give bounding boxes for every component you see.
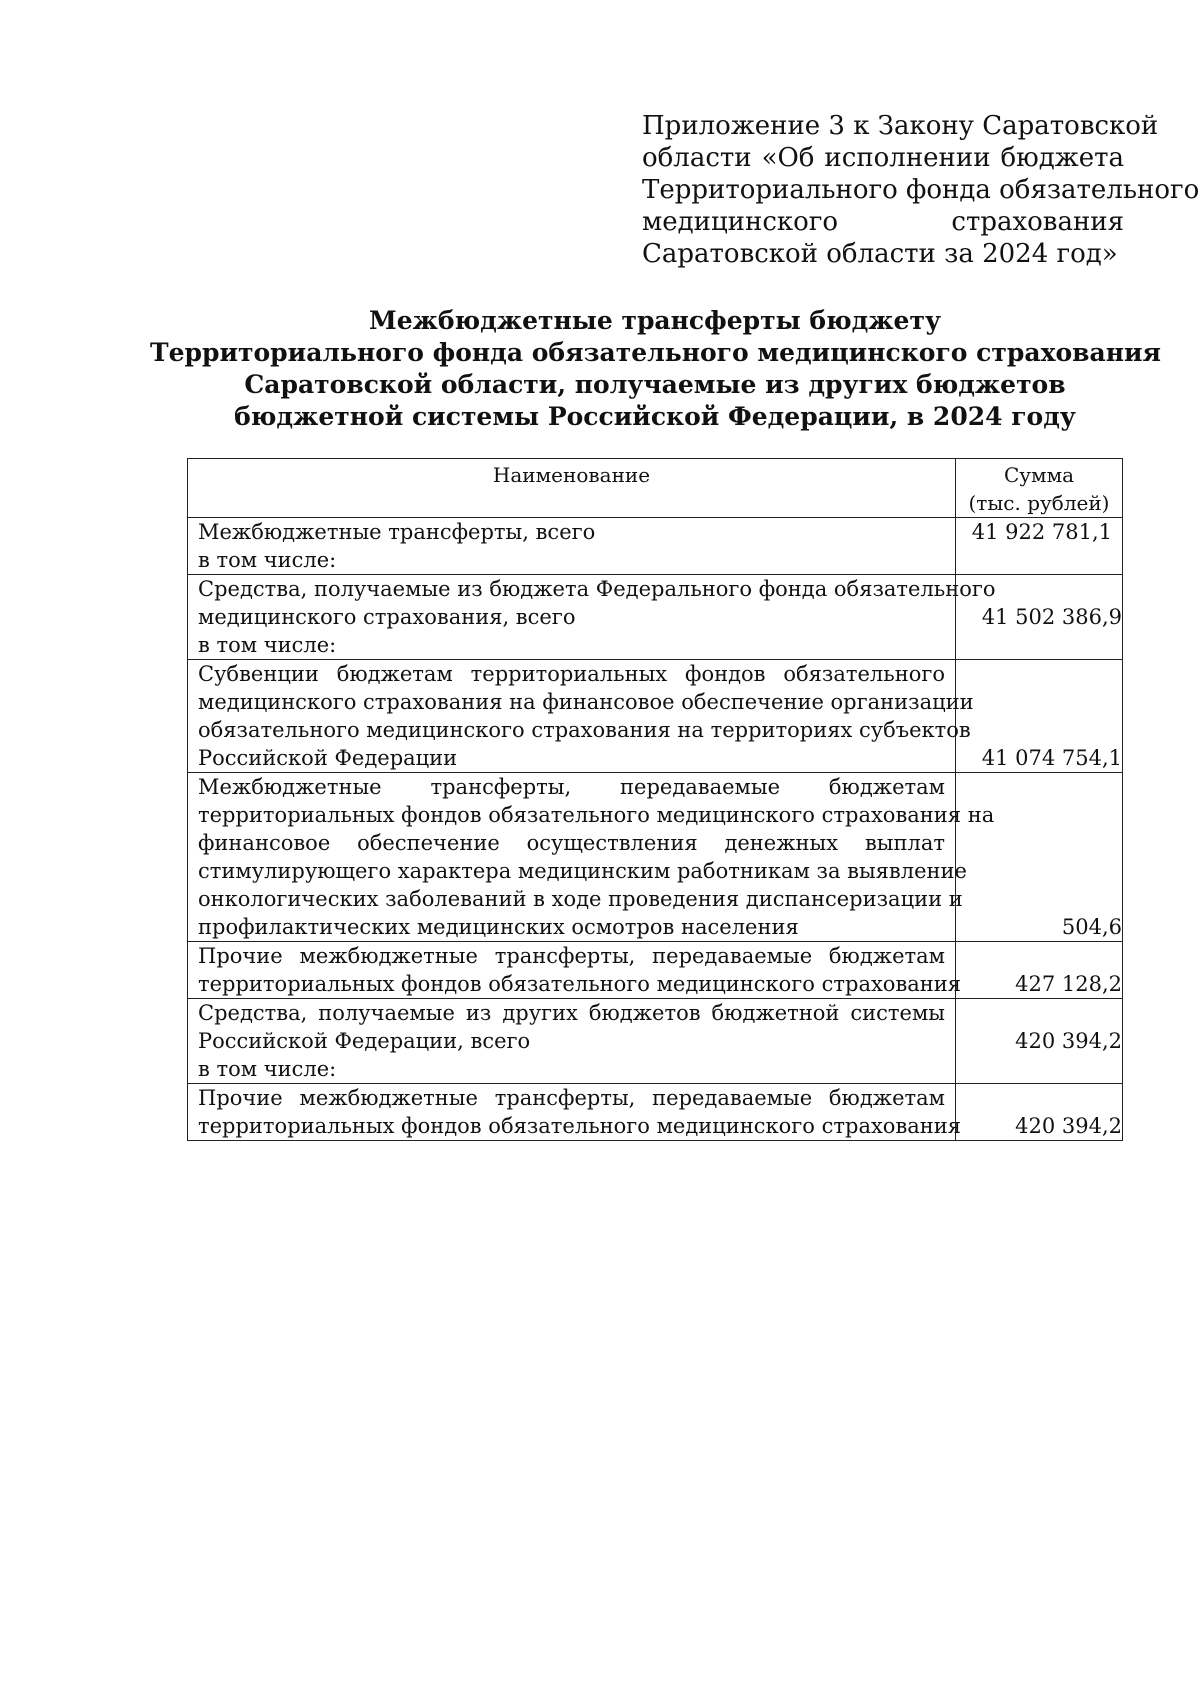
table-row [188,575,1123,660]
header-name: Наименование [188,459,956,518]
row-name [188,660,974,773]
row-name-line: обязательного медицинского страхования на территориях субъектов [198,718,971,742]
row-name-line: в том числе: [198,1057,337,1081]
row-sum: 420 394,2 [956,999,1123,1084]
row-sum: 427 128,2 [956,942,1123,999]
row-name-line: финансовое обеспечение осуществления денежных выплат [198,831,945,855]
row-sum: 41 922 781,1 [956,518,1123,575]
row-sum: 420 394,2 [956,1084,1123,1141]
header-sum-line: Сумма [1003,463,1075,487]
title-line: бюджетной системы Российской Федерации, в 2024 году [234,402,1076,431]
row-name-line: Российской Федерации, всего [198,1029,531,1053]
appendix-line: Приложение 3 к Закону Саратовской [642,111,1159,141]
row-name-line: Средства, получаемые из других бюджетов бюджетной системы [198,1001,945,1025]
row-name-line: стимулирующего характера медицинским работникам за выявление [198,859,967,883]
header-sum-line: (тыс. рублей) [968,491,1110,515]
row-name [188,773,995,942]
row-name [188,942,962,999]
row-name [188,518,956,575]
row-name-line: Прочие межбюджетные трансферты, передаваемые бюджетам [198,1086,945,1110]
table-row [188,773,1123,942]
title-line: Территориального фонда обязательного медицинского страхования [150,338,1162,367]
appendix-line: Саратовской области за 2024 год» [642,239,1118,269]
row-name-line: в том числе: [198,633,337,657]
table-row [188,660,1123,773]
table-row [188,1084,1123,1141]
row-name-line: в том числе: [198,548,337,572]
row-sum: 41 502 386,9 [956,575,1123,660]
header-sum [956,459,1123,518]
row-name-line: медицинского страхования на финансовое обеспечение организации [198,690,974,714]
row-name-line: Средства, получаемые из бюджета Федерального фонда обязательного [198,577,996,601]
row-name-line: Российской Федерации [198,746,458,770]
appendix-line: медицинского страхования [642,207,1124,237]
title-line: Саратовской области, получаемые из других бюджетов [244,370,1066,399]
row-name-line: территориальных фондов обязательного медицинского страхования [198,972,962,996]
row-name [188,999,956,1084]
row-name-line: территориальных фондов обязательного медицинского страхования [198,1114,962,1138]
appendix-note [642,110,1200,270]
appendix-line: Территориального фонда обязательного [642,175,1200,205]
title-line: Межбюджетные трансферты бюджету [369,306,941,335]
row-sum: 504,6 [956,773,1123,942]
row-name-line: онкологических заболеваний в ходе проведения диспансеризации и [198,887,963,911]
document-title [150,305,1160,433]
row-name-line: Прочие межбюджетные трансферты, передаваемые бюджетам [198,944,945,968]
row-name-line: Межбюджетные трансферты, всего [198,520,596,544]
row-sum: 41 074 754,1 [956,660,1123,773]
row-name-line: территориальных фондов обязательного медицинского страхования на [198,803,995,827]
row-name-line: профилактических медицинских осмотров населения [198,915,799,939]
table-row [188,942,1123,999]
table-row [188,518,1123,575]
row-name [188,1084,962,1141]
row-name [188,575,996,660]
table-header-row [188,459,1123,518]
appendix-line: области «Об исполнении бюджета [642,143,1124,173]
row-name-line: Межбюджетные трансферты, передаваемые бюджетам [198,775,945,799]
table-row [188,999,1123,1084]
row-name-line: медицинского страхования, всего [198,605,576,629]
row-name-line: Субвенции бюджетам территориальных фондов обязательного [198,662,945,686]
transfers-table [187,458,1123,1141]
